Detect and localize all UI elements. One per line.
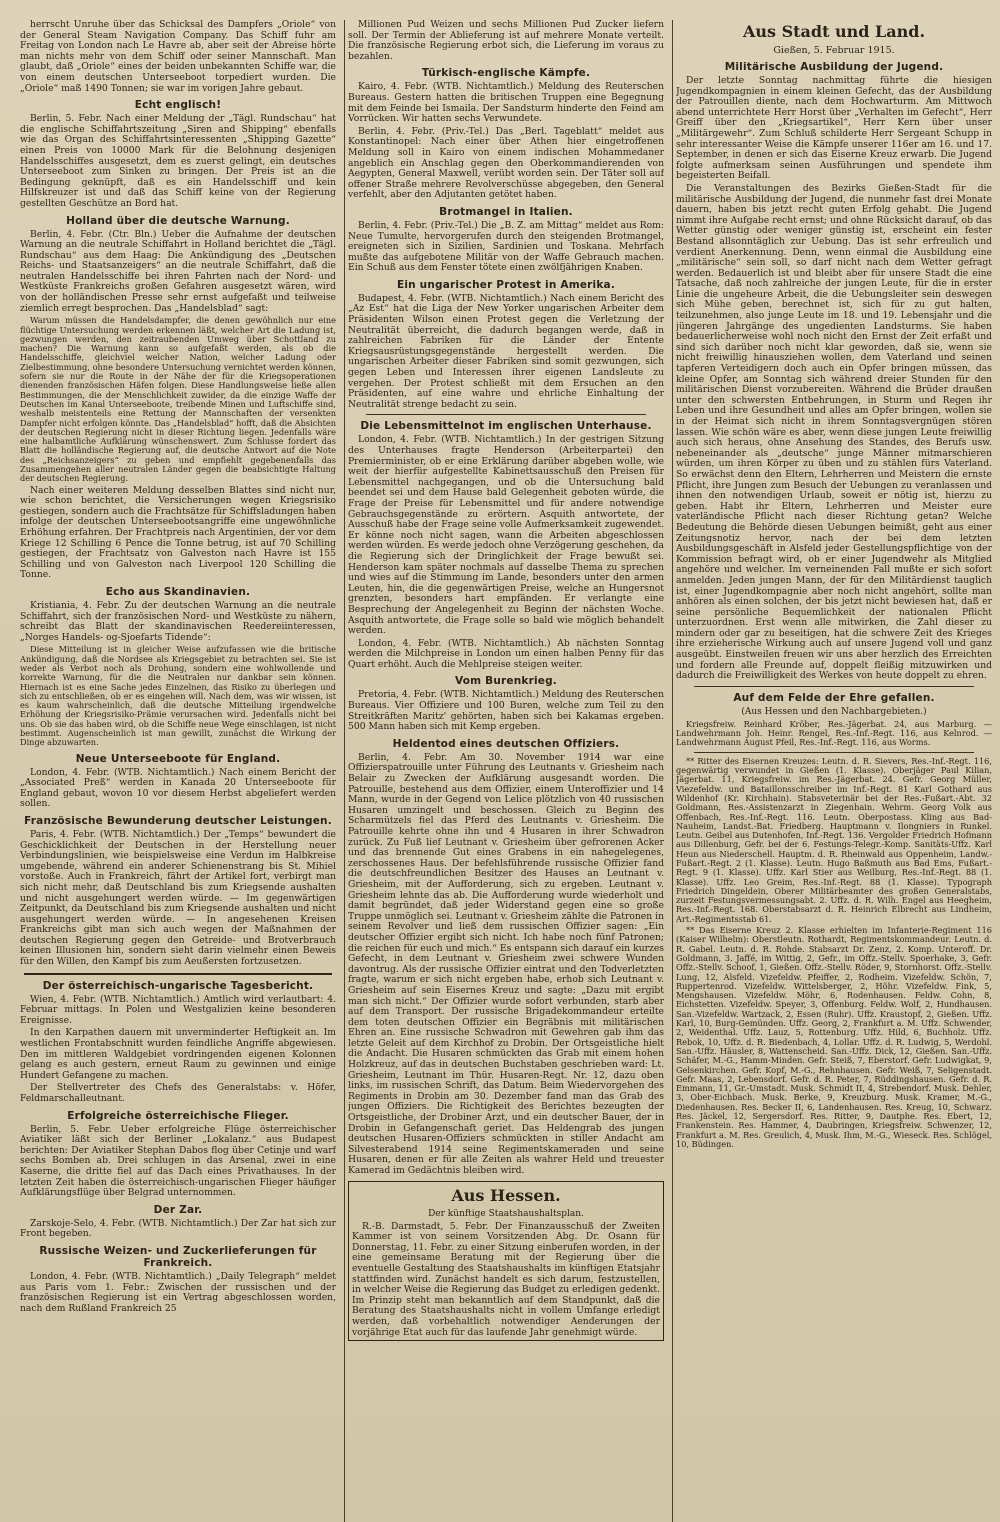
article-continuation: Millionen Pud Weizen und sechs Millionen Pud Zucker liefern soll. Der Termin der Ablieferung ist auf mehrere Monate verteilt. Die französische Regierung erbot sich, die Lieferung im voraus zu bezahlen.	[348, 20, 664, 62]
article-body: London, 4. Febr. (WTB. Nichtamtlich.) In der gestrigen Sitzung des Unterhauses fragte Henderson (Arbeiterpartei) den Premierminister, ob er eine Erklärung darüber abgeben wolle, wie weit der hierfür aufgestellte Kabinettsausschuß den Preisen für Lebensmittel nachgegangen, und ob die Untersuchung bald beendet sei und dem Hause bald Gelegenheit geboten würde, die Frage der Preise für Lebensmittel und für andere notwendige Gebrauchsgegenstände zu erörtern. Asquith antwortete, der Ausschuß habe der Frage seine volle Aufmerksamkeit zugewendet. Er könne noch nicht sagen, wann die Arbeiten abgeschlossen werden würden. Es werde jedoch ohne Verzögerung geschehen, da die Regierung sich der Dringlichkeit der Frage bewußt sei. Henderson kam später nochmals auf dasselbe Thema zu sprechen und wies auf die Stimmung im Lande, besonders unter den armen Leuten, hin, die die gegenwärtigen Preise, welche an Hungersnot grenzten, besonders hart empfänden. Er verlangte eine Besprechung der Angelegenheit zu Beginn der nächsten Woche. Asquith antwortete, die Frage solle so bald wie möglich behandelt werden.	[348, 434, 664, 637]
divider	[366, 414, 646, 415]
headline-staatshaushalt: Der künftige Staatshaushaltsplan.	[428, 1208, 584, 1219]
casualty-list: Kriegsfreiw. Reinhard Kröber, Res.-Jägerbat. 24, aus Marburg. — Landwehrmann Joh. Heinr. Rengel, Res.-Inf.-Regt. 116, aus Kelnrod. — Landwehrmann August Pfeil, Res.-Inf.-Regt. 116, aus Worms.	[676, 718, 992, 748]
article-body: Die Veranstaltungen des Bezirks Gießen-Stadt für die militärische Ausbildung der Jugend, die nunmehr fast drei Monate dauern, haben bis jetzt recht guten Erfolg gehabt. Die Jugend nimmt ihre Aufgabe recht ernst; und ohne Rücksicht darauf, ob das Wetter günstig oder weniger günstig ist, erscheint ein fester Bestand allsonntäglich zur Uebung. Das ist sehr erfreulich und verdient Anerkennung. Denn, wenn einmal die Ausbildung eine „militärische“ sein soll, so darf nicht nach dem Wetter gefragt werden. Bedauerlich ist und bleibt aber für unsere Stadt die eine Tatsache, daß noch zahlreiche der jungen Leute, für die in erster Linie die ungeheure Arbeit, die die Uebungsleiter sein deswegen sich Mühe geben, berechnet ist, sich für zu gut halten, teilzunehmen, also junge Leute im 18. und 19. Lebensjahr und die jüngeren Jahrgänge des ungedienten Landsturms. Sie haben bedauerlicherweise wohl noch nicht den Ernst der Zeit erfaßt und sind sich darüber noch nicht klar geworden, daß sie, wenn sie nicht freiwillig hinausziehen wollen, dem Vaterland und seinen tapferen Verteidigern doch auch ein Opfer bringen müssen, das kleine Opfer, am Sonntag sich während dreier Stunden für den militärischen Dienst vorzubereiten. Während die Brüder draußen unter den schwersten Entbehrungen, in Sturm und Regen ihr Leben und ihre Gesundheit und alles am Opfer bringen, wollen sie in der Heimat sich nicht in ihrem Sonntagsvergnügen stören lassen. Wie schön wäre es aber, wenn diese jungen Leute freiwillig auch sich heraus, ohne Ansehung des Standes, des Berufs usw. nebeneinander als „deutsche“ junge Männer mitmarschieren würden, um ihren Körper zu üben und zu stählen fürs Vaterland. So erwächst denn den Eltern, Lehrherren und Meistern die ernste Pflicht, ihre Jungen zum Besuch der Uebungen zu veranlassen und ihnen den notwendigen Urlaub, soweit er nötig ist, hierzu zu geben. Habt ihr Eltern, Lehrherren und Meister eure vaterländische Pflicht nach dieser Richtung getan? Welche Bedeutung die Behörde diesen Uebungen beimißt, geht aus einer Zeitungsnotiz hervor, nach der bei dem letzten Ausbildungsgeschäft in Alsfeld jeder Gestellungspflichtige von der Kommission befragt wird, ob er einer Jugendwehr als Mitglied angehöre und welcher. Im verneinenden Fall mußte er sich sofort anmelden. Jeden jungen Mann, der für den Militärdienst tauglich ist, einer Jugendkompagnie aber noch nicht angehört, sollte man anhören als einen solchen, der bis jetzt nicht bewiesen hat, daß er seine persönliche Bequemlichkeit der nationalen Pflicht unterzuordnen. Erst wenn alle mitwirken, die Zahl dieser zu mindern oder gar zu beseitigen, hat die schwere Zeit des Krieges ihre erzieherische Wirkung auch auf unsere Jugend voll und ganz ausgeübt. Einstweilen freuen wir uns aber herzlich des Erreichten und fordern alle Freunde auf, doppelt fleißig mitzuwirken und dadurch die Freiwilligkeit des Werkes von heute doppelt zu ehren.	[676, 182, 992, 682]
divider	[24, 973, 332, 975]
headline-franzoesische-bewunderung: Französische Bewunderung deutscher Leistungen.	[24, 814, 332, 827]
headline-lebensmittelnot: Die Lebensmittelnot im englischen Unterhause.	[360, 420, 652, 433]
article-body: London, 4. Febr. (WTB. Nichtamtlich.) Nach einem Bericht der „Associated Preß“ werden in Kanada 20 Unterseeboote für England gebaut, wovon 10 vor diesem Herbst abgeliefert werden sollen.	[20, 766, 336, 810]
column-rule	[672, 20, 673, 1522]
headline-ungarischer-protest: Ein ungarischer Protest in Amerika.	[396, 278, 616, 291]
article-body: Kristiania, 4. Febr. Zu der deutschen Warnung an die neutrale Schiffahrt, sich der französischen Nord- und Westküste zu nähern, schreibt das Blatt der skandinavischen Reedereiinteressen, „Norges Handels- og-Sjoefarts Tidende“:	[20, 599, 336, 643]
headline-tuerkisch-englisch: Türkisch-englische Kämpfe.	[421, 67, 591, 80]
article-body: Berlin, 4. Febr. (Priv.-Tel.) Die „B. Z. am Mittag“ meldet aus Rom: Neue Tumulte, hervorgerufen durch den steigenden Brotmangel, ereigneten sich in Sizilien, Sardinien und Toskana. Mehrfach mußte das aufgebotene Militär von der Waffe Gebrauch machen. Ein Schuß aus dem Fenster tötete einen zwölfjährigen Knaben.	[348, 219, 664, 274]
article-body: London, 4. Febr. (WTB. Nichtamtlich.) „Daily Telegraph“ meldet aus Paris vom 1. Febr.: Zwischen der russischen und der französischen Regierung ist ein Vertrag abgeschlossen worden, nach dem Rußland Frankreich 25	[20, 1270, 336, 1314]
article-body: London, 4. Febr. (WTB. Nichtamtlich.) Ab nächsten Sonntag werden die Milchpreise in London um einen halben Penny für das Quart erhöht. Auch die Mehlpreise steigen weiter.	[348, 637, 664, 670]
honors-list: ** Das Eiserne Kreuz 2. Klasse erhielten im Infanterie-Regiment 116 (Kaiser Wilhelm): Oberstleutn. Rothardt, Regimentskommandeur. Leutn. d. R. Gabel. Leutn. d. R. Rohde. Stabsarzt Dr. Zenz, 2. Komp. Unteroff. Dr. Goldmann, 3. Jaffé, im Wittig, 2, Gefr., im Offz.-Stellv. Spoerhake, 3, Gefr. Offz.-Stellv. Schoof, 1, Gießen. Offz.-Stellv. Röder, 9, Stornhorst. Offz.-Stellv. Lung, 12, Alsfeld. Vizefeldw. Pfeiffer, 2, Rodheim. Vizefeldw. Schön, 7, Ruppertenrod. Vizefeldw. Wittelsberger, 2, Höhr. Vizefeldw. Fink, 5, Mengshausen. Vizefeldw. Möhr, 6, Rodenhausen. Feldw. Cohn, 8, Eichstetten. Vizefeldw. Speyer, 3, Offenburg. Feldw. Wolf, 2, Hundhausen. San.-Vizefeldw. Wartzack, 2, Essen (Ruhr). Uffz. Kraustopf, 2, Gießen. Uffz. Karl, 10, Burg-Gemünden. Uffz. Georg, 2, Frankfurt a. M. Uffz. Schwender, 2, Weidenthal. Uffz. Lauz, 5, Rottenburg. Uffz. Hild, 6, Buchholz. Uffz. Rebok, 10, Uffz. d. R. Biedenbach, 4, Lollar. Uffz. d. R. Ludwig, 5, Werdohl. San.-Uffz. Häusler, 8, Wattenscheid. San.-Uffz. Dick, 12, Gießen. San.-Uffz. Schäfer, M.-G., Hamm-Minden. Gefr. Steiß, 7, Eberstorf. Gefr. Ludwigkat, 9, Gelsenkirchen. Gefr. Kopf, M.-G., Rehnhausen. Gefr. Weiß, 7, Seligenstadt. Gefr. Maas, 2, Lebensdorf. Gefr. d. R. Peter, 7, Rüddingshausen. Gefr. d. R. Emmann, 11, Gr.-Umstadt. Musk. Schmidt II, 4, Strebendorf. Musk. Dehler, 3, Ober-Eichbach. Musk. Berke, 9, Kreuzburg. Musk. Kramer, M.-G., Diedenhausen. Res. Becker II, 6, Landenhausen. Res. Kreug, 10, Schwarz. Res. Jäckel, 12, Sergersdorf. Res. Ritter, 9, Dautphe. Res. Ebert, 12, Frankenstein. Res. Hammer, 4, Daubringen, Kriegsfreiw. Schwenzer, 12, Frankfurt a. M. Res. Greulich, 4, Musk. Ihm, M.-G., Wieseck. Res. Schlögel, 10, Büdingen.	[676, 925, 992, 1149]
headline-tagesbericht: Der österreichisch-ungarische Tagesbericht.	[42, 979, 314, 992]
dateline: Gießen, 5. Februar 1915.	[773, 45, 895, 56]
headline-echt-englisch: Echt englisch!	[134, 99, 222, 112]
headline-flieger: Erfolgreiche österreichische Flieger.	[67, 1109, 289, 1122]
article-body: Kairo, 4. Febr. (WTB. Nichtamtlich.) Meldung des Reuterschen Bureaus. Gestern hatten die britischen Truppen eine Begegnung mit dem Feinde bei Ismaila. Der Sandsturm hinderte den Feind am Vorrücken. Wir hatten sechs Verwundete.	[348, 81, 664, 125]
divider	[694, 752, 974, 753]
column-rule	[344, 20, 345, 1522]
article-body: Nach einer weiteren Meldung desselben Blattes sind nicht nur, wie schon berichtet, die Versicherungen wegen Kriegsrisiko gestiegen, sondern auch die Frachtsätze für Schiffsladungen haben infolge der deutschen Unterseebootsangriffe eine ungewöhnliche Erhöhung erfahren. Der Frachtpreis nach Argentinien, der vor dem Kriege 12 Schilling 6 Pence die Tonne betrug, ist auf 70 Schilling gestiegen, der Frachtsatz von Galveston nach Havre ist 155 Schilling und von Galveston nach Liverpool 120 Schilling die Tonne.	[20, 484, 336, 581]
article-body: In den Karpathen dauern mit unverminderter Heftigkeit an. Im westlichen Frontabschnitt wurden feindliche Angriffe abgewiesen. Den im mittleren Waldgebiet vordringenden eigenen Kolonnen gelang es auch gestern, erneut Raum zu gewinnen und einige Hundert Gefangene zu machen.	[20, 1027, 336, 1081]
article-body: Paris, 4. Febr. (WTB. Nichtamtlich.) Der „Temps“ bewundert die Geschicklichkeit der Deutschen in der Herstellung neuer Verbindungslinien, wie beispielsweise eine Verdun im Halbkreise umgebende, während ein anderer Schienenstrang bis St. Mihiel vorstoße. Auch in Frankreich, fährt der Artikel fort, verbirgt man sich nicht mehr, daß Deutschland bis zum Kriegsende aushalten und nicht ausgehungert werden würde. — Im gegenwärtigen Zeitpunkt, da Deutschland bis zum Kriegsende aushalten und nicht ausgehungert werden würde. — In angesehenen Kreisen Frankreichs gibt man sich auch wegen der Maßnahmen der deutschen Regierung gegen den Getreide- und Brotverbrauch keinen Illusionen hin, sondern sieht darin vielmehr einen Beweis für den Willen, den Kampf bis zum Aeußersten fortzusetzen.	[20, 828, 336, 968]
article-body: Budapest, 4. Febr. (WTB. Nichtamtlich.) Nach einem Bericht des „Az Est“ hat die Liga der New Yorker ungarischen Arbeiter dem Präsidenten Wilson einen Protest gegen die Verletzung der Neutralität überreicht, die dadurch begangen werde, daß in zahlreichen Fabriken für die Länder der Entente Kriegsausrüstungsgegenstände hergestellt werden. Die ungarischen Arbeiter dieser Fabriken sind somit gezwungen, sich gegen Leben und Interessen ihrer eigenen Landsleute zu vergehen. Der Protest schließt mit dem Ersuchen an den Präsidenten, auf eine wahre und ehrliche Einhaltung der Neutralität strenge bedacht zu sein.	[348, 292, 664, 410]
honors-list: ** Ritter des Eisernen Kreuzes: Leutn. d. R. Sievers, Res.-Inf.-Regt. 116, gegenwärtig verwundet in Gießen (1. Klasse). Oberjäger Paul Kilian, Jägerbat. 11, Kriegsfreiw. im Res.-Jägerbat. 24. Gefr. Georg Müller, Viezefeldw. und Bataillonsschreiber im Inf.-Regt. 81 Karl Gothard aus Wildenhof (Kr. Kirchhain). Stabsveterinär bei der Res.-Fußart.-Abt. 32 Goldmann, Res.-Assistenzarzt in Ziegenhain. Wehrm. Georg Volk aus Offenbach, Res.-Inf.-Regt. 116. Leutn. Oberpostass. Kling aus Bad-Nauheim, Landst.-Bat. Friedberg. Hauptmann v. Ilongniers in Runkel. Leutn. Geibel aus Dutenhofen, Inf.-Regt. 136. Vergolder Friedrich Hofmann aus Dillenburg, Gefr. bei der 6. Festungs-Telegr.-Komp. Sanitäts-Uffz. Karl Heun aus Niederschell. Hauptm. d. R. Rheinwald aus Oppenheim, Landw.-Fußart.-Regt. 2 (1. Klasse). Leutn. Hugo Baßmuth aus Bad Ems, Fußart.-Regt. 9 (1. Klasse). Uffz. Karl Stier aus Weilburg, Res.-Inf.-Regt. 88 (1. Klasse). Uffz. Leo Greim, Res.-Inf.-Regt. 88 (1. Klasse). Typograph Friedrich Dingeldein, Oberer Militärbeamter des großen Generalstabs, zurzeit Festungsvermessungsabt. 2. Uffz. d. R. Wilh. Engel aus Heegheim, Res.-Inf.-Regt. 168. Oberstabsarzt d. R. Heinrich Elbrecht aus Lindheim, Art.-Regimentsstab 61.	[676, 755, 992, 924]
headline-zar: Der Zar.	[153, 1203, 203, 1216]
article-signature: Der Stellvertreter des Chefs des Generalstabs: v. Höfer, Feldmarschalleutnant.	[20, 1082, 336, 1105]
article-quote: Diese Mitteilung ist in gleicher Weise aufzufassen wie die britische Ankündigung, daß die Nordsee als Kriegsgebiet zu betrachten sei. Sie ist weder als Verbot noch als Drohung, sondern eine wohlwollende und korrekte Warnung, für die die Neutralen nur dankbar sein können. Hiernach ist es eine Sache jedes Einzelnen, das Risiko zu überlegen und sich zu entschließen, ob er es eingehen will. Nach dem, was wir wissen, ist es kaum wahrscheinlich, daß die deutsche Mitteilung irgendwelche Erhöhung der Kriegsrisiko-Prämie verursachen wird. Jedenfalls nicht bei uns. Ob sie das haben wird, ob die Schiffe neue Wege einschlagen, ist nicht bestimmt. Augenscheinlich ist man gewillt, zunächst die Wirkung der Dinge abzuwarten.	[20, 644, 336, 748]
headline-russische-lieferungen: Russische Weizen- und Zuckerlieferungen für Frankreich.	[39, 1244, 317, 1269]
headline-skandinavien: Echo aus Skandinavien.	[105, 585, 251, 598]
column-left	[20, 20, 336, 1522]
article-body: Berlin, 5. Febr. Nach einer Meldung der „Tägl. Rundschau“ hat die englische Schiffahrtszeitung „Siren and Shipping“ ebenfalls wie das Organ des Schiffahrtsinteressenten „Shipping Gazette“ einen Preis von 10000 Mark für die Belohnung desjenigen Handelsschiffes ausgesetzt, dem es zuerst gelingt, ein deutsches Unterseeboot zum Sinken zu bringen. Der Preis ist an die Bedingung geknüpft, daß es ein Handelsschiff und kein Hilfskreuzer ist und daß das Schiff keine von der Regierung gestellten Geschütze an Bord hat.	[20, 113, 336, 209]
column-right	[676, 20, 992, 1522]
subheadline: (Aus Hessen und den Nachbargebieten.)	[741, 706, 927, 717]
article-body: R.-B. Darmstadt, 5. Febr. Der Finanzausschuß der Zweiten Kammer ist von seinem Vorsitzenden Abg. Dr. Osann für Donnerstag, 11. Febr. zu einer Sitzung einberufen worden, in der eine gemeinsame Beratung mit der Regierung über die eventuelle Gestaltung des Staatshaushalts im künftigen Etatsjahr stattfinden wird. Zunächst handelt es sich darum, festzustellen, in welcher Weise die Regierung das Budget zu erledigen gedenkt. Im Prinzip steht man bekanntlich auf dem Standpunkt, daß die Beratung des Staatshaushalts nicht in vollem Umfange erledigt werden, daß vorbehaltlich notwendiger Aenderungen der vorjährige Etat auch für das laufende Jahr genehmigt würde.	[352, 1220, 660, 1338]
article-quote: Warum müssen die Handelsdampfer, die denen gewöhnlich nur eine flüchtige Untersuchung werden erkennen läßt, welcher Art die Ladung ist, gezwungen werden, den zeitraubenden Umweg über Schottland zu machen? Die Warnung kann so aufgefaßt werden, als ob die Handelsschiffe, gleichviel welcher Nation, welcher Ladung oder Zielbestimmung, ohne besondere Untersuchung vernichtet werden können, sofern sie nur die Route in der Nähe der für die Kriegsoperationen dienenden französischen Häfen folgen. Diese Handlungsweise ließe allen Bestimmungen, die der Menschlichkeit zuwider, da die einzige Waffe der Deutschen im Kanal Unterseeboote, treibende Minen und Luftschiffe sind, weshalb meistenteils eine Rettung der Mannschaften der versenkten Dampfer nicht erfolgen könnte. Das „Handelsblad“ hofft, daß die Absichten der deutschen Regierung nicht in dieser Richtung liegen. Jedenfalls wäre eine halbamtliche Aufklärung wünschenswert. Zum Schlusse fordert das Blatt die holländische Regierung auf, die deutsche Antwort auf die Note des „Reichsanzeigers“ zu geben und empfiehlt gegebenenfalls das Zusammengehen aller neutralen Länder gegen die beabsichtigte Haltung der deutschen Regierung.	[20, 315, 336, 484]
headline-unterseeboote: Neue Unterseeboote für England.	[75, 752, 281, 765]
article-body: Der letzte Sonntag nachmittag führte die hiesigen Jugendkompagnien in einem kleinen Gefecht, das der Ausbildung der Patrouillen diente, nach dem Hochwarturm. Am Mittwoch abend unterrichtete Herr Horst über „Verhalten im Gefecht“, Herr Greiff über den „Kriegsartikel“, Herr Kern über unser „Militärgewehr“. Zum Schluß schilderte Herr Sergeant Schupp in sehr interessanter Weise die Kämpfe unserer 116er am 16. und 17. September, in denen er sich das Eiserne Kreuz erwarb. Die Jugend folgte aufmerksam seinen Ausführungen und spendete ihm begeisterten Beifall.	[676, 75, 992, 182]
article-body: Berlin, 4. Febr. (Priv.-Tel.) Das „Berl. Tageblatt“ meldet aus Konstantinopel: Nach einer über Athen hier eingetroffenen Meldung soll in Kairo von einem indischen Mohammedaner angeblich ein Anschlag gegen den Oberkommandierenden von Aegypten, General Maxwell, verübt worden sein. Der Täter soll auf offener Straße mehrere Revolverschüsse abgegeben, den General verfehlt, aber den Adjutanten getötet haben.	[348, 125, 664, 201]
section-title-stadt-land: Aus Stadt und Land.	[742, 22, 926, 41]
section-title-hessen: Aus Hessen.	[451, 1185, 561, 1205]
article-body: Berlin, 4. Febr. Am 30. November 1914 war eine Offizierspatrouille unter Führung des Leutnants v. Griesheim nach Belair zu Zwecken der Aufklärung ausgesandt worden. Die Patrouille, bestehend aus dem Offizier, einem Unteroffizier und 14 Mann, wurde in der Gegend von Lelice plötzlich von 40 russischen Husaren umzingelt und beschossen. Gleich zu Beginn des Scharmützels fiel das Pferd des Leutnants v. Griesheim. Die Patrouille kehrte ohne ihn und 4 Husaren in ihrer Schwadron zurück. Zu Fuß lief Leutnant v. Griesheim über gefrorenen Acker und das brennende Gut eines Grabens in ein nahegelegenes, zerschossenes Haus. Der befehlsführende russische Offizier fand die deutschfreundlichen Besitzer des Hauses an Leutnant v. Griesheim, mit der Aufforderung, sich zu ergeben. Leutnant v. Griesheim lehnte das ab. Die Aufforderung wurde wiederholt und damit begründet, daß jeder Widerstand gegen eine so große Truppe unmöglich sei. Leutnant v. Griesheim zählte die Patronen in seinem Revolver und ließ dem russischen Offizier sagen: „Ein deutscher Offizier ergibt sich nicht. Ich habe noch fünf Patronen; die reichen für euch und mich.“ Es entspann sich darauf ein kurzes Gefecht, in dem Leutnant v. Griesheim zwei schwere Wunden davontrug. Als der russische Offizier eintrat und den Todverletzten fragte, warum er sich nicht ergeben habe, erhob sich Leutnant v. Griesheim auf sein Eisernes Kreuz und sagte: „Dazu mit ergibt man sich nicht.“ Der Offizier wurde sofort verbunden, starb aber auf dem Transport. Der russische Brigadekommandeur erteilte dem toten deutschen Offizier ein Begräbnis mit militärischen Ehren an. Eine russische Schwadron mit Gewehren gab ihm das letzte Geleit auf dem Kirchhof zu Drobin. Der Ortsgeistliche hielt die Andacht. Die Husaren schmückten das Grab mit einem hohen Holzkreuz, auf das in deutschen Buchstaben geschrieben ward: Lt. Griesheim, Leutnant im Thür. Husaren-Regt. Nr. 12, dazu oben links, im russischen Schrift, das Datum. Beim Wiedervorgehen des Regiments in Drobin am 30. Dezember fand man das Grab des jungen Offiziers. Die Richtigkeit des Berichtes bezeugten der Ortsgeistliche, der Drobiner Arzt, und ein deutscher Bauer, der in Drobin in Gefangenschaft geriet. Das Heldengrab des jungen deutschen Husaren-Offiziers schmückten in stiller Andacht am Silvesterabend 1914 seine Regimentskameraden und seine Husaren, denen er für alle Zeiten als wahrer Held und treuester Kamerad im Gedächtnis bleiben wird.	[348, 751, 664, 1176]
column-middle	[348, 20, 664, 1522]
article-body: Berlin, 5. Febr. Ueber erfolgreiche Flüge österreichischer Aviatiker läßt sich der Berliner „Lokalanz.“ aus Budapest berichten: Der Aviatiker Stephan Dabos flog über Cetinje und warf sechs Bomben ab. Drei schlugen in das Arsenal, zwei in eine Kaserne, die dritte fiel auf das Dach eines Privathauses. In der letzten Zeit haben die österreichisch-ungarischen Flieger häufiger Aufklärungsflüge über Belgrad unternommen.	[20, 1123, 336, 1199]
section-box-hessen	[348, 1181, 664, 1342]
headline-militaerische-ausbildung: Militärische Ausbildung der Jugend.	[724, 61, 944, 73]
article-body: Zarskoje-Selo, 4. Febr. (WTB. Nichtamtlich.) Der Zar hat sich zur Front begeben.	[20, 1217, 336, 1240]
article-body: Berlin, 4. Febr. (Ctr. Bln.) Ueber die Aufnahme der deutschen Warnung an die neutrale Schiffahrt in Holland berichtet die „Tägl. Rundschau“ aus dem Haag: Die Ankündigung des „Deutschen Reichs- und Staatsanzeigers“ an die neutrale Schiffahrt, daß die neutralen Handelsschiffe bei ihren Fahrten nach der Nord- und Westküste Frankreichs großen Gefahren ausgesetzt wären, wird von der holländischen Presse sehr ernst aufgefaßt und teilweise ziemlich erregt besprochen. Das „Handelsblad“ sagt:	[20, 228, 336, 314]
headline-holland: Holland über die deutsche Warnung.	[66, 214, 290, 227]
headline-burenkrieg: Vom Burenkrieg.	[454, 675, 557, 688]
headline-brotmangel: Brotmangel in Italien.	[439, 205, 573, 218]
article-body: Wien, 4. Febr. (WTB. Nichtamtlich.) Amtlich wird verlautbart: 4. Februar mittags. In Polen und Westgalizien keine besonderen Ereignisse.	[20, 993, 336, 1026]
headline-heldentod: Heldentod eines deutschen Offiziers.	[392, 737, 620, 750]
article-continuation: herrscht Unruhe über das Schicksal des Dampfers „Oriole“ von der General Steam Navigation Company. Das Schiff fuhr am Freitag von London nach Le Havre ab, aber seit der Abreise hörte man nichts mehr von dem Schiff oder seiner Mannschaft. Man glaubt, daß „Oriole“ eines der beiden unbekannten Schiffe war, die von einem deutschen Unterseeboot torpediert wurden. Die „Oriole“ maß 1490 Tonnen; sie war im vorigen Jahre gebaut.	[20, 20, 336, 94]
headline-feld-der-ehre: Auf dem Felde der Ehre gefallen.	[733, 691, 935, 704]
article-body: Pretoria, 4. Febr. (WTB. Nichtamtlich.) Meldung des Reuterschen Bureaus. Vier Offiziere und 100 Buren, welche zum Teil zu den Streitkräften Maritz' gehörten, haben sich bei Kakamas ergeben. 500 Mann haben sich mit Kemp ergeben.	[348, 689, 664, 733]
divider	[694, 686, 974, 687]
